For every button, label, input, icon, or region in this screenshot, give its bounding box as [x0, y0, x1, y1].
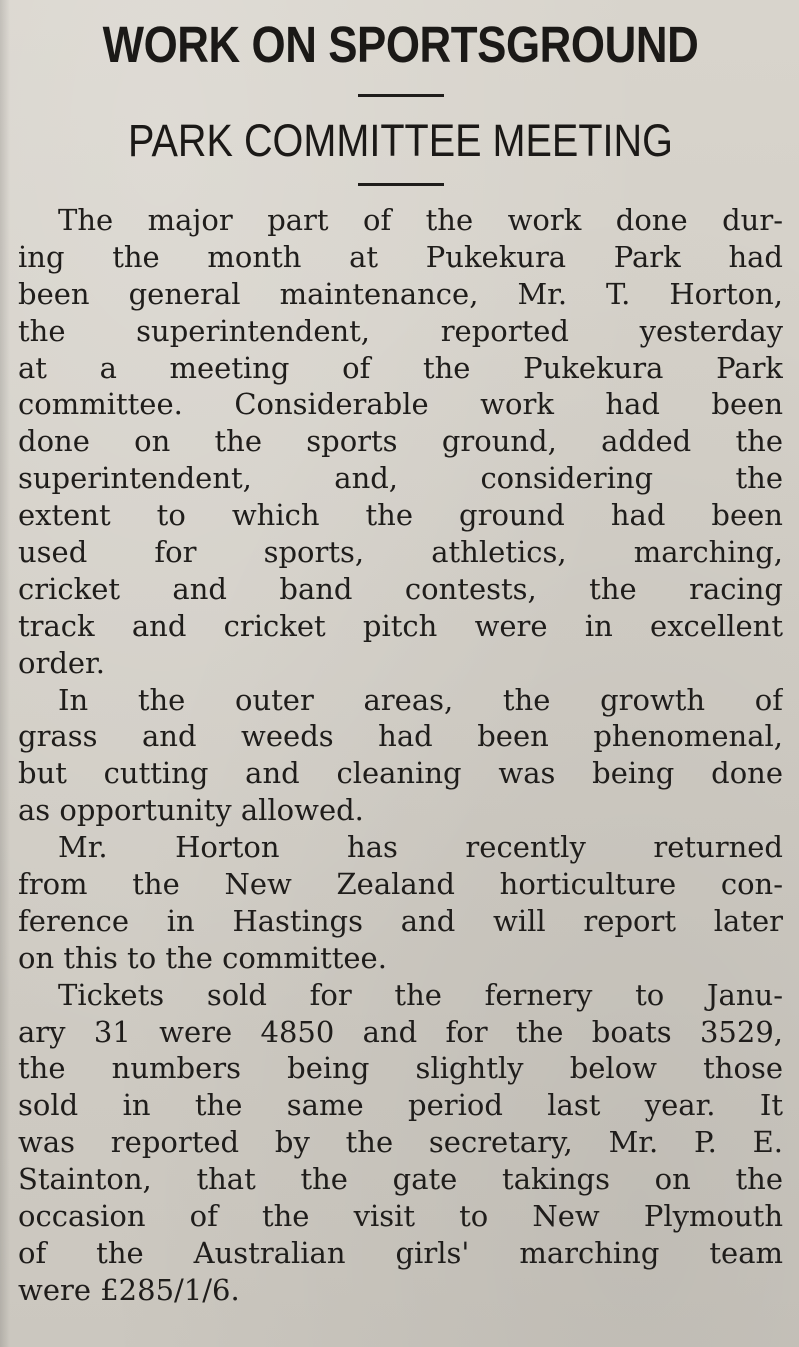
text-line: In the outer areas, the growth of — [58, 682, 783, 717]
text-line: the superintendent, reported yesterday — [18, 313, 783, 348]
text-line: of the Australian girls' marching team — [18, 1235, 783, 1270]
text-line: done on the sports ground, added the — [18, 424, 783, 459]
text-line: order. — [18, 645, 105, 680]
text-line: been general maintenance, Mr. T. Horton, — [18, 276, 783, 311]
text-line: extent to which the ground had been — [18, 498, 783, 533]
text-line: cricket and band contests, the racing — [18, 571, 783, 606]
text-line: used for sports, athletics, marching, — [18, 535, 783, 570]
clipping-edge-shadow — [0, 0, 10, 1347]
paragraph — [18, 829, 783, 977]
text-line: the numbers being slightly below those — [18, 1051, 783, 1086]
text-line: but cutting and cleaning was being done — [18, 756, 783, 791]
text-line: grass and weeds had been phenomenal, — [18, 719, 783, 754]
text-line: ference in Hastings and will report later — [18, 903, 783, 938]
text-line: was reported by the secretary, Mr. P. E. — [18, 1125, 783, 1160]
text-line: ing the month at Pukekura Park had — [18, 239, 783, 274]
text-line: as opportunity allowed. — [18, 793, 364, 828]
text-line: on this to the committee. — [18, 940, 387, 975]
text-line: ary 31 were 4850 and for the boats 3529, — [18, 1014, 783, 1049]
text-line: committee. Considerable work had been — [18, 387, 783, 422]
text-line: occasion of the visit to New Plymouth — [18, 1199, 783, 1234]
headline: WORK ON SPORTSGROUND — [102, 16, 699, 73]
subheadline: PARK COMMITTEE MEETING — [128, 115, 673, 166]
paragraph — [18, 977, 783, 1309]
text-line: at a meeting of the Pukekura Park — [18, 350, 783, 385]
text-line: superintendent, and, considering the — [18, 461, 783, 496]
text-line: Mr. Horton has recently returned — [58, 830, 783, 865]
text-line: track and cricket pitch were in excellent — [18, 608, 783, 643]
text-line: Stainton, that the gate takings on the — [18, 1162, 783, 1197]
text-line: sold in the same period last year. It — [18, 1088, 783, 1123]
text-line: Tickets sold for the fernery to Janu- — [58, 977, 783, 1012]
subheadline-divider — [358, 183, 444, 186]
paragraph — [18, 202, 783, 682]
article-body — [18, 202, 783, 1309]
headline-divider — [358, 94, 444, 97]
paragraph — [18, 682, 783, 830]
text-line: were £285/1/6. — [18, 1272, 240, 1307]
text-line: The major part of the work done dur- — [58, 203, 783, 237]
text-line: from the New Zealand horticulture con- — [18, 867, 783, 902]
